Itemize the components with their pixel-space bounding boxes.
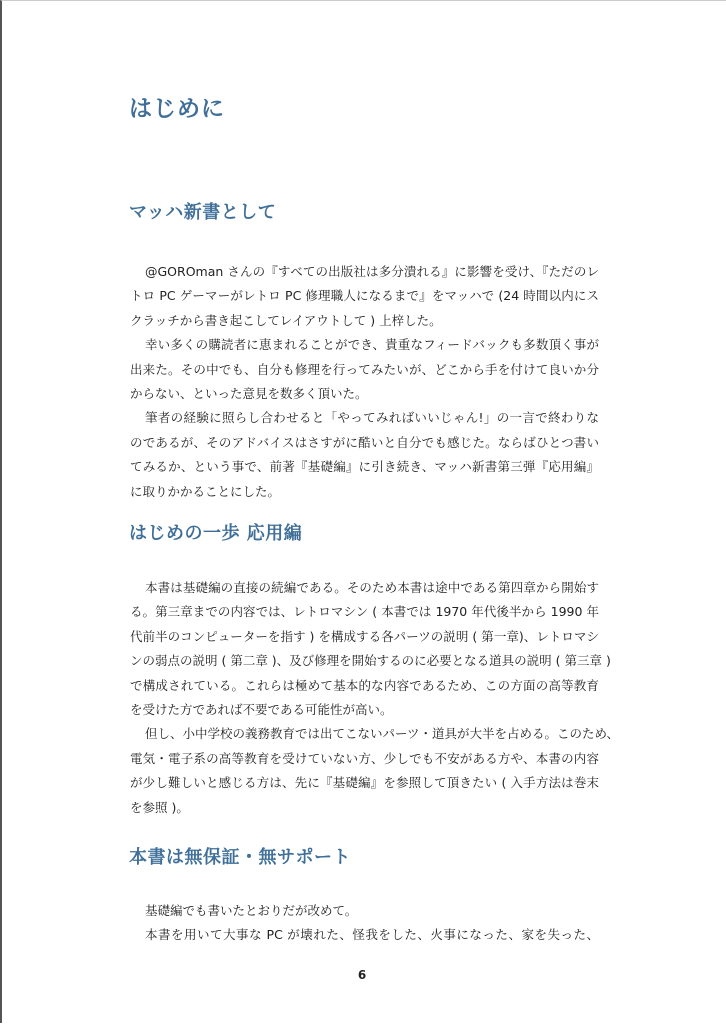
body-text-line: 幸い多くの購読者に恵まれることができ、貴重なフィードバックも多数頂く事が bbox=[145, 337, 599, 353]
body-text-line: 本書は基礎編の直接の続編である。そのため本書は途中である第四章から開始す bbox=[145, 580, 599, 595]
body-text-line: で構成されている。これらは極めて基本的な内容であるため、この方面の高等教育 bbox=[130, 677, 599, 693]
body-text-line: @GOROman さんの『すべての出版社は多分潰れる』に影響を受け、『ただのレ bbox=[145, 264, 599, 279]
body-text-line: る。第三章までの内容では、レトロマシン ( 本書では 1970 年代後半から 1990 年 bbox=[130, 604, 599, 620]
section-heading: はじめの一歩 応用編 bbox=[129, 523, 303, 544]
body-text-line: 但し、小中学校の義務教育では出てこないパーツ・道具が大半を占める。このため、 bbox=[145, 726, 620, 742]
body-text-line: 筆者の経験に照らし合わせると「やってみればいいじゃん!」の一言で終わりな bbox=[145, 410, 599, 426]
body-text-line: 出来た。その中でも、自分も修理を行ってみたいが、どこから手を付けて良いか分 bbox=[130, 361, 599, 377]
body-text-line: が少し難しいと感じる方は、先に『基礎編』を参照して頂きたい ( 入手方法は巻末 bbox=[130, 775, 599, 791]
page-number: 6 bbox=[357, 968, 367, 982]
body-text-line: ンの弱点の説明 ( 第二章 )、及び修理を開始するのに必要となる道具の説明 ( 第三章 ) bbox=[130, 653, 611, 669]
body-text-line: のであるが、そのアドバイスはさすがに酷いと自分でも感じた。ならばひとつ書い bbox=[130, 434, 599, 450]
body-text-line: 代前半のコンピューターを指す ) を構成する各パーツの説明 ( 第一章)、レトロマシ bbox=[130, 628, 599, 644]
section-heading: マッハ新書として bbox=[129, 202, 277, 223]
body-text-line: てみるか、という事で、前著『基礎編』に引き続き、マッハ新書第三弾『応用編』 bbox=[130, 459, 599, 475]
body-text-line: を参照 )。 bbox=[130, 799, 189, 815]
body-text-line: 本書を用いて大事な PC が壊れた、怪我をした、火事になった、家を失った、 bbox=[145, 927, 599, 943]
body-text-line: 基礎編でも書いたとおりだが改めて。 bbox=[145, 903, 358, 918]
body-text-line: に取りかかることにした。 bbox=[130, 483, 281, 499]
body-text-line: を受けた方であれば不要である可能性が高い。 bbox=[130, 702, 393, 717]
section-heading: 本書は無保証・無サポート bbox=[129, 847, 351, 868]
body-text-line: トロ PC ゲーマーがレトロ PC 修理職人になるまで』をマッハで (24 時間以内にス bbox=[130, 288, 599, 304]
page-title: はじめに bbox=[129, 96, 225, 122]
body-text-line: クラッチから書き起こしてレイアウトして ) 上梓した。 bbox=[130, 312, 442, 328]
body-text-line: 電気・電子系の高等教育を受けていない方、少しでも不安がある方や、本書の内容 bbox=[130, 750, 599, 766]
body-text-line: からない、といった意見を数多く頂いた。 bbox=[130, 386, 368, 401]
